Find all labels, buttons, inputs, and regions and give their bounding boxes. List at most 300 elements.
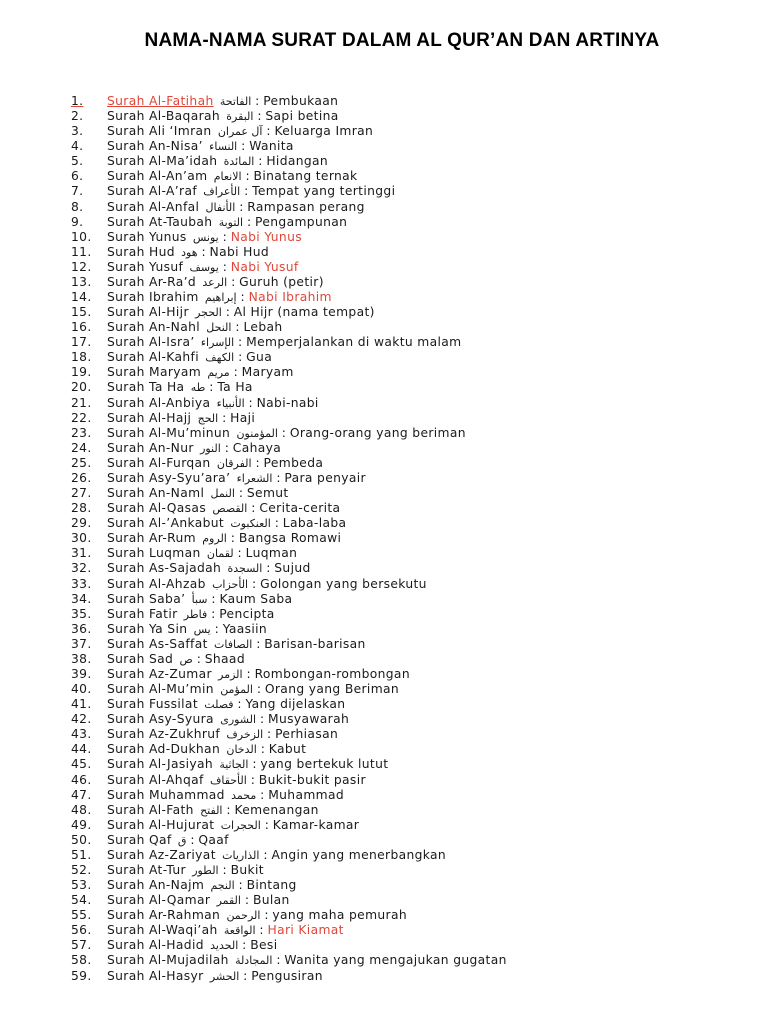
arabic-name: الزمر xyxy=(218,667,243,681)
item-text xyxy=(107,878,297,893)
meaning: Pengampunan xyxy=(255,214,348,229)
list-item xyxy=(71,773,507,788)
surah-list xyxy=(71,94,507,984)
surah-name: Surah Al-Hijr xyxy=(107,305,189,320)
arabic-name: الحجرات xyxy=(220,818,261,832)
item-text xyxy=(107,245,269,260)
item-text xyxy=(107,350,272,365)
surah-name: Surah Yunus xyxy=(107,229,187,244)
meaning: Kamar-kamar xyxy=(272,817,360,832)
list-item xyxy=(71,245,507,260)
meaning-link[interactable]: Nabi Ibrahim xyxy=(248,290,332,305)
arabic-name: ق xyxy=(177,833,187,847)
item-text xyxy=(107,516,346,531)
surah-name: Surah Al-Mujadilah xyxy=(107,953,229,968)
surah-name: Surah Ta Ha xyxy=(107,380,185,395)
surah-name: Surah Al-’Ankabut xyxy=(107,516,225,531)
separator: : xyxy=(251,455,264,470)
arabic-name: الفرقان xyxy=(216,456,252,470)
item-text xyxy=(107,953,507,968)
item-number: 33. xyxy=(71,576,92,591)
list-item xyxy=(71,305,507,320)
list-item xyxy=(71,230,507,245)
separator: : xyxy=(210,621,223,636)
separator: : xyxy=(237,139,250,154)
list-item xyxy=(71,456,507,471)
item-number: 45. xyxy=(71,757,92,772)
meaning: Musyawarah xyxy=(268,712,350,727)
separator: : xyxy=(244,395,257,410)
item-text xyxy=(107,652,245,667)
item-text xyxy=(107,335,462,350)
separator: : xyxy=(256,787,269,802)
item-number: 14. xyxy=(71,290,92,305)
item-number: 36. xyxy=(71,621,92,636)
arabic-name: فصلت xyxy=(204,698,234,712)
item-number: 22. xyxy=(71,410,92,425)
meaning-link[interactable]: Nabi Yunus xyxy=(230,229,302,244)
arabic-name: الكهف xyxy=(205,351,235,365)
item-text xyxy=(107,546,297,561)
surah-name: Surah Al-Hajj xyxy=(107,410,192,425)
separator: : xyxy=(238,938,251,953)
arabic-name: الحج xyxy=(197,411,219,425)
arabic-name: الزخرف xyxy=(226,728,264,742)
separator: : xyxy=(272,470,285,485)
list-item xyxy=(71,426,507,441)
meaning: Angin yang menerbangkan xyxy=(271,847,447,862)
surah-name: Surah Al-Hasyr xyxy=(107,968,204,983)
surah-name: Surah Al-Ma’idah xyxy=(107,154,218,169)
item-number: 35. xyxy=(71,606,92,621)
surah-name: Surah An-Nur xyxy=(107,440,194,455)
separator: : xyxy=(222,802,235,817)
item-number: 19. xyxy=(71,365,92,380)
list-item xyxy=(71,969,507,984)
arabic-name: الطور xyxy=(192,863,219,877)
surah-name: Surah Luqman xyxy=(107,546,201,561)
arabic-name: البقرة xyxy=(226,110,254,124)
list-item xyxy=(71,290,507,305)
item-number: 25. xyxy=(71,455,92,470)
surah-name: Surah An-Nahl xyxy=(107,320,201,335)
surah-name: Surah Al-An’am xyxy=(107,169,208,184)
separator: : xyxy=(235,199,248,214)
list-item xyxy=(71,561,507,576)
item-text xyxy=(107,863,264,878)
item-number: 51. xyxy=(71,847,92,862)
surah-name-link[interactable]: Surah Al-Fatihah xyxy=(107,94,214,108)
surah-name: Surah Al-Qamar xyxy=(107,893,211,908)
list-item xyxy=(71,154,507,169)
separator: : xyxy=(251,94,264,108)
surah-name: Surah An-Najm xyxy=(107,878,205,893)
separator: : xyxy=(254,154,267,169)
surah-name: Surah As-Saffat xyxy=(107,636,208,651)
surah-name: Surah Sad xyxy=(107,651,174,666)
item-number: 58. xyxy=(71,953,92,968)
meaning: Gua xyxy=(246,350,273,365)
item-number: 7. xyxy=(71,184,84,199)
separator: : xyxy=(239,968,252,983)
separator: : xyxy=(192,651,205,666)
item-text xyxy=(107,848,446,863)
item-number: 31. xyxy=(71,546,92,561)
separator: : xyxy=(186,832,199,847)
item-text xyxy=(107,592,292,607)
arabic-name: الدخان xyxy=(226,743,257,757)
arabic-name: مريم xyxy=(207,366,230,380)
separator: : xyxy=(247,501,260,516)
item-number: 39. xyxy=(71,666,92,681)
separator: : xyxy=(218,229,231,244)
list-item xyxy=(71,667,507,682)
list-item xyxy=(71,546,507,561)
item-text xyxy=(107,742,306,757)
list-item xyxy=(71,712,507,727)
separator: : xyxy=(234,486,247,501)
list-item xyxy=(71,516,507,531)
arabic-name: الرعد xyxy=(202,275,228,289)
list-item xyxy=(71,742,507,757)
surah-name: Surah Maryam xyxy=(107,365,202,380)
arabic-name: الرحمن xyxy=(226,909,261,923)
item-text xyxy=(107,471,366,486)
list-item xyxy=(71,848,507,863)
arabic-name: المؤمن xyxy=(220,683,253,697)
meaning: Golongan yang bersekutu xyxy=(260,576,427,591)
arabic-name: فاطر xyxy=(183,607,208,621)
list-item xyxy=(71,320,507,335)
item-number: 28. xyxy=(71,501,92,516)
list-item xyxy=(71,592,507,607)
item-text xyxy=(107,727,338,742)
meaning: yang maha pemurah xyxy=(272,908,407,923)
surah-name: Surah Ar-Ra’d xyxy=(107,274,197,289)
arabic-name: النور xyxy=(200,441,221,455)
item-text xyxy=(107,154,328,169)
meaning-link[interactable]: Hari Kiamat xyxy=(267,923,344,938)
list-item xyxy=(71,953,507,968)
item-text xyxy=(107,938,277,953)
item-number: 34. xyxy=(71,591,92,606)
meaning: Sujud xyxy=(274,561,311,576)
meaning: Ta Ha xyxy=(217,380,253,395)
list-item xyxy=(71,923,507,938)
arabic-name: الأحقاف xyxy=(209,773,247,787)
item-text xyxy=(107,637,366,652)
separator: : xyxy=(234,878,247,893)
separator: : xyxy=(226,531,239,546)
arabic-name: العنكبوت xyxy=(230,517,271,531)
meaning: Cerita-cerita xyxy=(259,501,341,516)
separator: : xyxy=(256,742,269,757)
item-number: 10. xyxy=(71,229,92,244)
meaning: Semut xyxy=(246,486,289,501)
arabic-name: النمل xyxy=(210,487,235,501)
list-item xyxy=(71,863,507,878)
meaning: Perhiasan xyxy=(275,727,339,742)
item-number: 27. xyxy=(71,486,92,501)
item-number: 52. xyxy=(71,862,92,877)
item-number: 47. xyxy=(71,787,92,802)
surah-name: Surah Al-Qasas xyxy=(107,501,207,516)
item-text xyxy=(107,215,347,230)
arabic-name: التوبة xyxy=(218,215,244,229)
meaning: Maryam xyxy=(241,365,294,380)
meaning: Bulan xyxy=(252,893,290,908)
meaning: Qaaf xyxy=(198,832,229,847)
surah-name: Surah Al-Ahzab xyxy=(107,576,206,591)
meaning: Bukit-bukit pasir xyxy=(258,772,366,787)
separator: : xyxy=(246,772,259,787)
arabic-name: الأنفال xyxy=(205,200,236,214)
arabic-name: يس xyxy=(193,622,211,636)
surah-name: Surah Fatir xyxy=(107,606,178,621)
surah-name: Surah Al-Anbiya xyxy=(107,395,211,410)
arabic-name: إبراهيم xyxy=(204,291,237,305)
item-number: 54. xyxy=(71,893,92,908)
arabic-name: الإسراء xyxy=(200,336,235,350)
list-item xyxy=(71,380,507,395)
separator: : xyxy=(221,305,234,320)
meaning: Bangsa Romawi xyxy=(238,531,342,546)
surah-name: Surah Hud xyxy=(107,244,175,259)
meaning: Kemenangan xyxy=(234,802,319,817)
meaning: Keluarga Imran xyxy=(274,124,374,139)
meaning: Kaum Saba xyxy=(219,591,293,606)
separator: : xyxy=(272,953,285,968)
item-number: 55. xyxy=(71,908,92,923)
arabic-name: الأنبياء xyxy=(216,396,245,410)
item-text xyxy=(107,773,366,788)
separator: : xyxy=(270,516,283,531)
surah-name: Surah Al-Mu’min xyxy=(107,682,214,697)
item-text xyxy=(107,260,299,275)
item-text xyxy=(107,607,275,622)
arabic-name: الواقعة xyxy=(223,924,256,938)
arabic-name: القمر xyxy=(216,894,241,908)
separator: : xyxy=(197,244,210,259)
surah-name: Surah Al-A’raf xyxy=(107,184,198,199)
separator: : xyxy=(243,214,256,229)
item-text xyxy=(107,501,340,516)
item-number: 23. xyxy=(71,425,92,440)
meaning: Nabi-nabi xyxy=(256,395,319,410)
surah-name: Surah Al-Isra’ xyxy=(107,335,195,350)
surah-name: Surah Asy-Syura xyxy=(107,712,214,727)
surah-name: Surah Yusuf xyxy=(107,259,184,274)
item-number: 13. xyxy=(71,274,92,289)
item-number: 4. xyxy=(71,139,84,154)
surah-name: Surah Al-Mu’minun xyxy=(107,425,231,440)
list-item xyxy=(71,275,507,290)
separator: : xyxy=(262,124,275,139)
meaning: Wanita xyxy=(249,139,294,154)
item-number: 37. xyxy=(71,636,92,651)
item-text xyxy=(107,365,294,380)
item-number: 5. xyxy=(71,154,84,169)
separator: : xyxy=(252,682,265,697)
item-text xyxy=(107,396,319,411)
meaning: Para penyair xyxy=(284,470,366,485)
item-text xyxy=(107,275,324,290)
arabic-name: ص xyxy=(179,652,193,666)
surah-name: Surah Muhammad xyxy=(107,787,225,802)
separator: : xyxy=(262,561,275,576)
meaning: Cahaya xyxy=(232,440,282,455)
item-number: 8. xyxy=(71,199,84,214)
separator: : xyxy=(233,697,246,712)
arabic-name: آل عمران xyxy=(217,125,263,139)
surah-name: Surah Al-Hadid xyxy=(107,938,204,953)
separator: : xyxy=(260,908,273,923)
arabic-name: الأحزاب xyxy=(212,577,249,591)
list-item xyxy=(71,757,507,772)
item-text xyxy=(107,893,290,908)
meaning: Shaad xyxy=(204,651,245,666)
list-item xyxy=(71,139,507,154)
arabic-name: الحديد xyxy=(210,939,239,953)
item-number: 43. xyxy=(71,727,92,742)
list-item xyxy=(71,471,507,486)
separator: : xyxy=(256,712,268,727)
arabic-name: المجادلة xyxy=(235,954,273,968)
item-text xyxy=(107,456,323,471)
item-text xyxy=(107,305,375,320)
item-number: 56. xyxy=(71,923,92,938)
list-item xyxy=(71,94,507,109)
list-item xyxy=(71,411,507,426)
surah-name: Surah Al-Baqarah xyxy=(107,109,221,124)
item-number: 32. xyxy=(71,561,92,576)
meaning: Barisan-barisan xyxy=(264,636,366,651)
item-text xyxy=(107,531,341,546)
item-text xyxy=(107,682,399,697)
meaning: Laba-laba xyxy=(282,516,347,531)
meaning: Sapi betina xyxy=(265,109,339,124)
list-item xyxy=(71,350,507,365)
item-number: 48. xyxy=(71,802,92,817)
item-number: 11. xyxy=(71,244,92,259)
item-text xyxy=(107,561,311,576)
arabic-name: المائدة xyxy=(223,155,255,169)
arabic-name: المؤمنون xyxy=(236,426,278,440)
item-text xyxy=(107,923,344,938)
list-item xyxy=(71,396,507,411)
meaning: Orang-orang yang beriman xyxy=(289,425,466,440)
item-text xyxy=(107,184,395,199)
meaning: Lebah xyxy=(243,320,283,335)
item-text xyxy=(107,380,253,395)
item-number: 49. xyxy=(71,817,92,832)
arabic-name: الحشر xyxy=(209,969,240,983)
item-text xyxy=(107,411,255,426)
separator: : xyxy=(218,862,231,877)
arabic-name: النحل xyxy=(206,321,232,335)
meaning: yang bertekuk lutut xyxy=(260,757,389,772)
arabic-name: الفاتحة xyxy=(219,95,252,108)
arabic-name: محمد xyxy=(231,788,257,802)
arabic-name: يونس xyxy=(192,230,219,244)
meaning: Luqman xyxy=(245,546,298,561)
arabic-name: الشعراء xyxy=(236,471,273,485)
item-number: 29. xyxy=(71,516,92,531)
item-number: 40. xyxy=(71,682,92,697)
list-item xyxy=(71,878,507,893)
item-text xyxy=(107,169,358,184)
item-text xyxy=(107,426,466,441)
item-number: 46. xyxy=(71,772,92,787)
item-number: 12. xyxy=(71,259,92,274)
item-number: 17. xyxy=(71,335,92,350)
item-text xyxy=(107,94,338,109)
list-item xyxy=(71,335,507,350)
surah-name: Surah Saba’ xyxy=(107,591,186,606)
arabic-name: الأعراف xyxy=(203,185,241,199)
surah-name: Surah Fussilat xyxy=(107,697,198,712)
arabic-name: النجم xyxy=(210,879,235,893)
list-item xyxy=(71,184,507,199)
list-item xyxy=(71,486,507,501)
list-item xyxy=(71,833,507,848)
meaning-link[interactable]: Nabi Yusuf xyxy=(230,259,299,274)
separator: : xyxy=(240,184,253,199)
item-text xyxy=(107,124,373,139)
item-number: 53. xyxy=(71,878,92,893)
list-item xyxy=(71,818,507,833)
list-item xyxy=(71,441,507,456)
item-number: 42. xyxy=(71,712,92,727)
arabic-name: الروم xyxy=(202,532,227,546)
meaning: Pencipta xyxy=(219,606,275,621)
separator: : xyxy=(218,259,231,274)
separator: : xyxy=(259,847,272,862)
separator: : xyxy=(234,335,247,350)
arabic-name: السجدة xyxy=(227,562,263,576)
meaning: Yaasiin xyxy=(222,621,268,636)
surah-name: Surah Ar-Rum xyxy=(107,531,196,546)
item-text xyxy=(107,109,339,124)
separator: : xyxy=(227,274,240,289)
item-text xyxy=(107,697,345,712)
list-item xyxy=(71,607,507,622)
surah-name: Surah Az-Zukhruf xyxy=(107,727,221,742)
meaning: Pengusiran xyxy=(251,968,323,983)
arabic-name: طه xyxy=(190,381,206,395)
arabic-name: الحجر xyxy=(195,306,222,320)
arabic-name: الجاثية xyxy=(219,758,249,772)
meaning: Rampasan perang xyxy=(247,199,365,214)
surah-name: Surah Ibrahim xyxy=(107,290,199,305)
meaning: Muhammad xyxy=(268,787,345,802)
surah-name: Surah Asy-Syu’ara’ xyxy=(107,470,231,485)
arabic-name: الشورى xyxy=(220,713,257,727)
separator: : xyxy=(248,757,261,772)
surah-name: Surah Ali ‘Imran xyxy=(107,124,212,139)
list-item xyxy=(71,893,507,908)
separator: : xyxy=(253,109,266,124)
list-item xyxy=(71,908,507,923)
meaning: Bintang xyxy=(246,878,297,893)
list-item xyxy=(71,727,507,742)
item-text xyxy=(107,320,283,335)
item-number: 20. xyxy=(71,380,92,395)
item-text xyxy=(107,290,332,305)
arabic-name: الانعام xyxy=(213,170,242,184)
separator: : xyxy=(236,290,249,305)
list-item xyxy=(71,169,507,184)
